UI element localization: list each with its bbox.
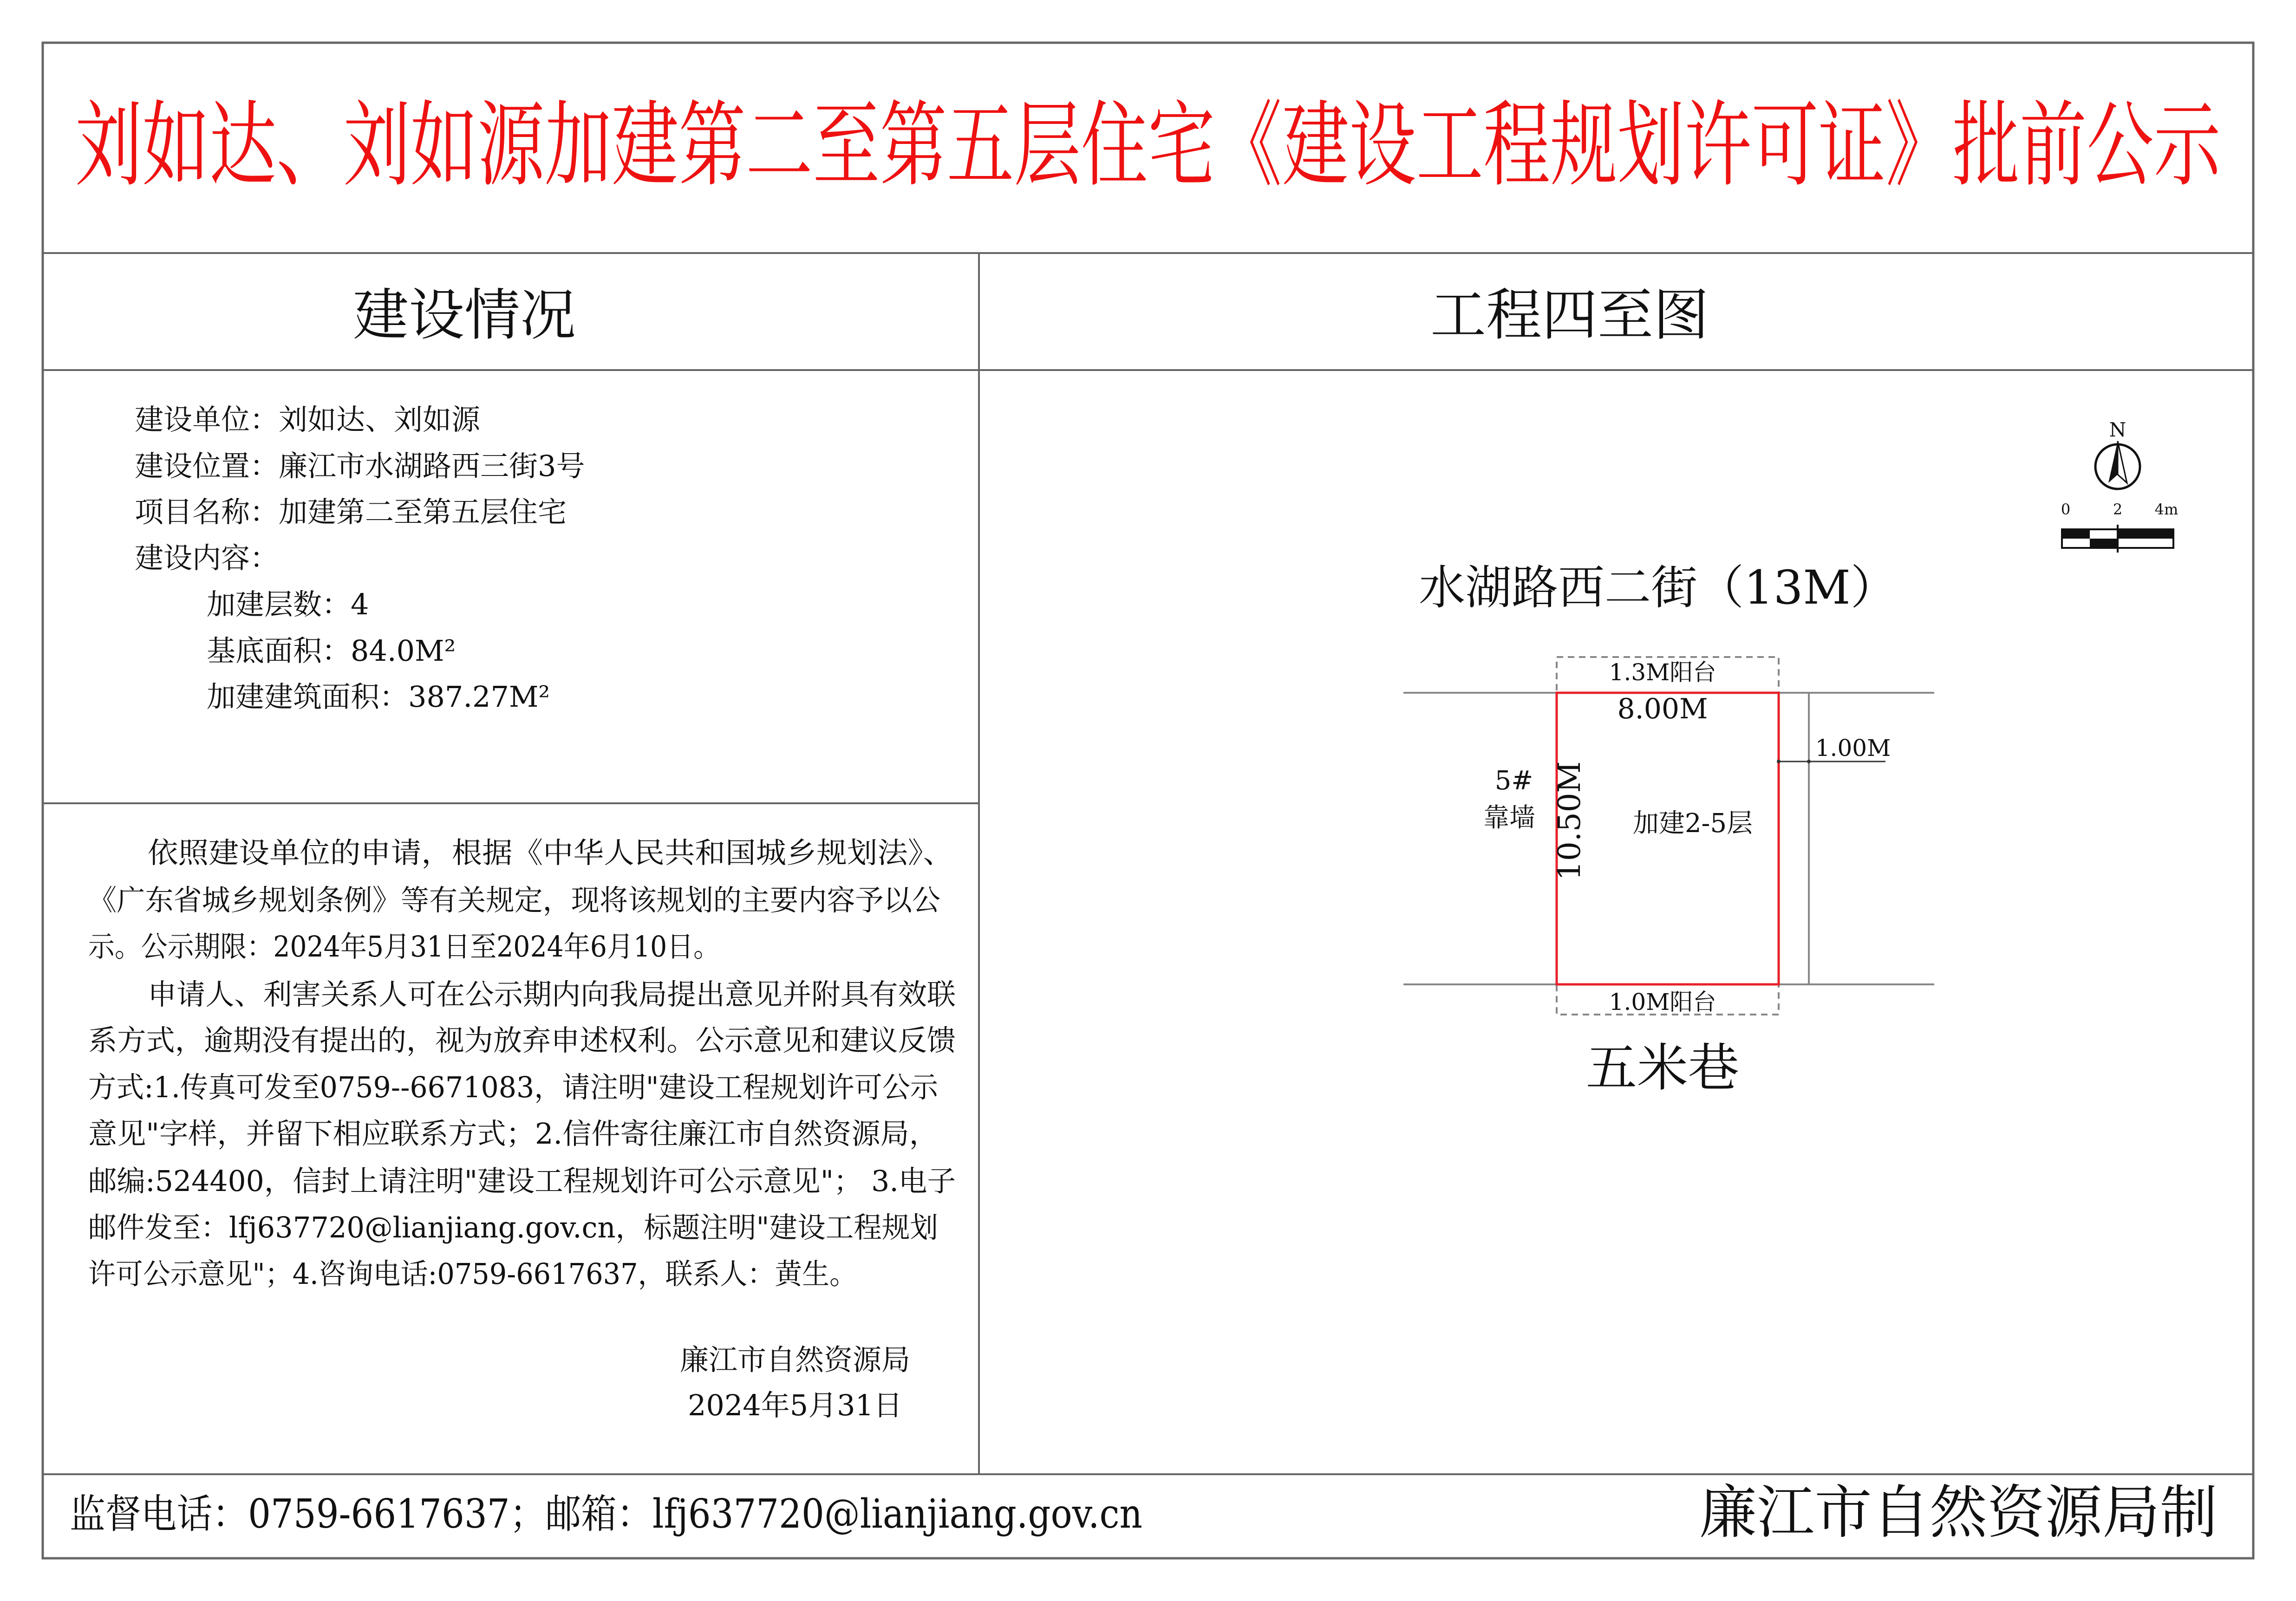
info-line: 基底面积：84.0M² <box>207 634 456 668</box>
building-footprint <box>1557 693 1779 984</box>
north-arrow-icon <box>2095 418 2140 489</box>
site-labels <box>1483 659 1891 1015</box>
balcony-north-label: 1.3M阳台 <box>1609 659 1716 686</box>
width-dimension-label: 8.00M <box>1617 693 1708 725</box>
scale-label: 2 <box>2113 501 2123 518</box>
length-dimension-label: 10.50M <box>1552 761 1587 881</box>
notice-line: 邮编:524400，信封上请注明"建设工程规划许可公示意见"； 3.电子 <box>88 1164 956 1198</box>
notice-line: 示。公示期限：2024年5月31日至2024年6月10日。 <box>88 930 720 963</box>
signature-org: 廉江市自然资源局 <box>679 1343 911 1377</box>
notice-line: 系方式，逾期没有提出的，视为放弃申述权利。公示意见和建议反馈 <box>88 1023 956 1057</box>
info-line: 建设内容： <box>135 541 279 575</box>
left-heading: 建设情况 <box>353 283 576 348</box>
west-neighbor-label: 5# <box>1494 766 1533 796</box>
south-road-label: 五米巷 <box>1586 1038 1739 1098</box>
notice-line: 依照建设单位的申请，根据《中华人民共和国城乡规划法》、 <box>148 836 953 870</box>
info-line: 加建层数：4 <box>207 587 369 621</box>
info-line: 建设单位：刘如达、刘如源 <box>135 403 481 436</box>
info-block <box>135 403 585 714</box>
notice-line: 方式:1.传真可发至0759--6671083，请注明"建设工程规划许可公示 <box>88 1070 939 1104</box>
footer-maker: 廉江市自然资源局制 <box>1699 1479 2218 1546</box>
notice-line: 许可公示意见"；4.咨询电话:0759-6617637，联系人：黄生。 <box>88 1257 857 1291</box>
right-heading: 工程四至图 <box>1430 283 1709 348</box>
balcony-south-label: 1.0M阳台 <box>1609 989 1716 1015</box>
page-title: 刘如达、刘如源加建第二至第五层住宅《建设工程规划许可证》批前公示 <box>75 91 2222 200</box>
compass-label: N <box>2109 418 2126 441</box>
gap-dimension-label: 1.00M <box>1815 735 1891 761</box>
notice-line: 申请人、利害关系人可在公示期内向我局提出意见并附具有效联 <box>148 977 956 1011</box>
west-neighbor-label: 靠墙 <box>1483 803 1535 833</box>
info-line: 项目名称：加建第二至第五层住宅 <box>135 495 567 529</box>
info-line: 建设位置：廉江市水湖路西三街3号 <box>135 449 585 483</box>
notice-line: 邮件发至：lfj637720@lianjiang.gov.cn，标题注明"建设工程规划 <box>88 1211 938 1244</box>
notice-line: 意见"字样，并留下相应联系方式；2.信件寄往廉江市自然资源局， <box>88 1117 938 1151</box>
notice-block <box>88 836 956 1291</box>
north-road-label: 水湖路西二街（13M） <box>1419 560 1897 615</box>
info-line: 加建建筑面积：387.27M² <box>207 680 550 714</box>
notice-line: 《广东省城乡规划条例》等有关规定，现将该规划的主要内容予以公 <box>88 883 940 917</box>
scale-bar <box>2061 501 2179 553</box>
building-label: 加建2-5层 <box>1632 808 1753 839</box>
scale-label: 0 <box>2061 501 2071 518</box>
outer-frame <box>43 43 2253 1558</box>
signature-date: 2024年5月31日 <box>687 1388 903 1422</box>
footer-contact: 监督电话：0759-6617637；邮箱：lfj637720@lianjiang.gov.cn <box>70 1491 1142 1537</box>
scale-label: 4m <box>2154 501 2179 518</box>
